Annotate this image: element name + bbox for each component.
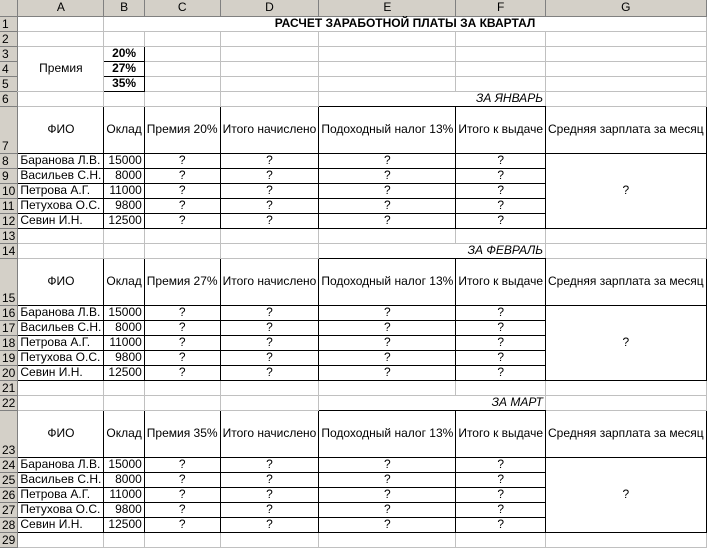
employee-name[interactable]: Петрова А.Г. — [18, 487, 104, 502]
tax-value[interactable]: ? — [319, 502, 456, 517]
sheet-title[interactable]: РАСЧЕТ ЗАРАБОТНОЙ ПЛАТЫ ЗА КВАРТАЛ — [104, 16, 706, 31]
row-header-5[interactable]: 5 — [0, 76, 18, 91]
empty-cell[interactable] — [144, 395, 220, 410]
tax-value[interactable]: ? — [319, 517, 456, 532]
payout-value[interactable]: ? — [456, 213, 546, 228]
avg-salary-value[interactable]: ? — [546, 457, 707, 532]
column-header-A[interactable]: A — [18, 0, 104, 16]
empty-cell[interactable] — [546, 243, 707, 258]
total-value[interactable]: ? — [220, 502, 319, 517]
header-salary[interactable]: Оклад — [104, 258, 144, 305]
employee-name[interactable]: Петухова О.С. — [18, 198, 104, 213]
bonus-value[interactable]: ? — [144, 305, 220, 320]
avg-salary-value[interactable]: ? — [546, 305, 707, 380]
empty-cell[interactable] — [546, 380, 707, 395]
total-value[interactable]: ? — [220, 320, 319, 335]
empty-cell[interactable] — [220, 76, 319, 91]
total-value[interactable]: ? — [220, 153, 319, 168]
bonus-rate-1[interactable]: 20% — [104, 46, 144, 61]
section-title[interactable]: ЗА МАРТ — [319, 395, 546, 410]
tax-value[interactable]: ? — [319, 487, 456, 502]
employee-name[interactable]: Севин И.Н. — [18, 365, 104, 380]
empty-cell[interactable] — [456, 61, 546, 76]
header-bonus[interactable]: Премия 27% — [144, 258, 220, 305]
total-value[interactable]: ? — [220, 335, 319, 350]
empty-cell[interactable] — [104, 91, 144, 106]
header-payout[interactable]: Итого к выдаче — [456, 106, 546, 153]
empty-cell[interactable] — [144, 31, 220, 46]
total-value[interactable]: ? — [220, 517, 319, 532]
avg-salary-value[interactable]: ? — [546, 153, 707, 228]
empty-cell[interactable] — [319, 228, 456, 243]
row-header-28[interactable]: 28 — [0, 517, 18, 532]
bonus-rate-2[interactable]: 27% — [104, 61, 144, 76]
row-header-14[interactable]: 14 — [0, 243, 18, 258]
header-total[interactable]: Итого начислено — [220, 410, 319, 457]
employee-name[interactable]: Васильев С.Н. — [18, 472, 104, 487]
header-salary[interactable]: Оклад — [104, 106, 144, 153]
tax-value[interactable]: ? — [319, 320, 456, 335]
select-all-corner[interactable] — [0, 0, 18, 16]
row-header-13[interactable]: 13 — [0, 228, 18, 243]
header-payout[interactable]: Итого к выдаче — [456, 258, 546, 305]
header-fio[interactable]: ФИО — [18, 106, 104, 153]
row-header-21[interactable]: 21 — [0, 380, 18, 395]
row-header-22[interactable]: 22 — [0, 395, 18, 410]
empty-cell[interactable] — [220, 243, 319, 258]
employee-salary[interactable]: 8000 — [104, 320, 144, 335]
empty-cell[interactable] — [144, 243, 220, 258]
header-avg-salary[interactable]: Средняя зарплата за месяц — [546, 106, 707, 153]
empty-cell[interactable] — [546, 31, 707, 46]
bonus-value[interactable]: ? — [144, 168, 220, 183]
empty-cell[interactable] — [144, 380, 220, 395]
tax-value[interactable]: ? — [319, 472, 456, 487]
employee-name[interactable]: Васильев С.Н. — [18, 168, 104, 183]
empty-cell[interactable] — [456, 228, 546, 243]
row-header-2[interactable]: 2 — [0, 31, 18, 46]
bonus-value[interactable]: ? — [144, 153, 220, 168]
row-header-4[interactable]: 4 — [0, 61, 18, 76]
total-value[interactable]: ? — [220, 168, 319, 183]
empty-cell[interactable] — [18, 228, 104, 243]
row-header-9[interactable]: 9 — [0, 168, 18, 183]
payout-value[interactable]: ? — [456, 457, 546, 472]
header-total[interactable]: Итого начислено — [220, 106, 319, 153]
empty-cell[interactable] — [144, 91, 220, 106]
row-header-6[interactable]: 6 — [0, 91, 18, 106]
header-bonus[interactable]: Премия 35% — [144, 410, 220, 457]
employee-name[interactable]: Баранова Л.В. — [18, 305, 104, 320]
row-header-23[interactable]: 23 — [0, 410, 18, 457]
empty-cell[interactable] — [456, 380, 546, 395]
empty-cell[interactable] — [546, 228, 707, 243]
header-bonus[interactable]: Премия 20% — [144, 106, 220, 153]
total-value[interactable]: ? — [220, 350, 319, 365]
payout-value[interactable]: ? — [456, 350, 546, 365]
bonus-value[interactable]: ? — [144, 457, 220, 472]
empty-cell[interactable] — [456, 31, 546, 46]
employee-salary[interactable]: 12500 — [104, 213, 144, 228]
row-header-18[interactable]: 18 — [0, 335, 18, 350]
employee-name[interactable]: Петрова А.Г. — [18, 335, 104, 350]
empty-cell[interactable] — [456, 46, 546, 61]
empty-cell[interactable] — [220, 61, 319, 76]
bonus-value[interactable]: ? — [144, 335, 220, 350]
empty-cell[interactable] — [104, 380, 144, 395]
empty-cell[interactable] — [546, 61, 707, 76]
header-tax[interactable]: Подоходный налог 13% — [319, 410, 456, 457]
bonus-value[interactable]: ? — [144, 472, 220, 487]
empty-cell[interactable] — [104, 243, 144, 258]
employee-salary[interactable]: 9800 — [104, 198, 144, 213]
empty-cell[interactable] — [456, 76, 546, 91]
total-value[interactable]: ? — [220, 198, 319, 213]
column-header-C[interactable]: C — [144, 0, 220, 16]
header-tax[interactable]: Подоходный налог 13% — [319, 258, 456, 305]
employee-name[interactable]: Севин И.Н. — [18, 213, 104, 228]
row-header-24[interactable]: 24 — [0, 457, 18, 472]
bonus-value[interactable]: ? — [144, 517, 220, 532]
empty-cell[interactable] — [144, 46, 220, 61]
header-salary[interactable]: Оклад — [104, 410, 144, 457]
row-header-11[interactable]: 11 — [0, 198, 18, 213]
empty-cell[interactable] — [104, 228, 144, 243]
total-value[interactable]: ? — [220, 305, 319, 320]
employee-salary[interactable]: 8000 — [104, 472, 144, 487]
empty-cell[interactable] — [220, 91, 319, 106]
empty-cell[interactable] — [18, 532, 104, 547]
column-header-D[interactable]: D — [220, 0, 319, 16]
empty-cell[interactable] — [144, 532, 220, 547]
employee-salary[interactable]: 12500 — [104, 365, 144, 380]
employee-salary[interactable]: 9800 — [104, 350, 144, 365]
employee-salary[interactable]: 12500 — [104, 517, 144, 532]
bonus-value[interactable]: ? — [144, 365, 220, 380]
row-header-12[interactable]: 12 — [0, 213, 18, 228]
empty-cell[interactable] — [18, 395, 104, 410]
column-header-E[interactable]: E — [319, 0, 456, 16]
empty-cell[interactable] — [220, 395, 319, 410]
bonus-value[interactable]: ? — [144, 502, 220, 517]
empty-cell[interactable] — [319, 532, 456, 547]
section-title[interactable]: ЗА ФЕВРАЛЬ — [319, 243, 546, 258]
bonus-value[interactable]: ? — [144, 198, 220, 213]
row-header-1[interactable]: 1 — [0, 16, 18, 31]
empty-cell[interactable] — [546, 395, 707, 410]
row-header-3[interactable]: 3 — [0, 46, 18, 61]
header-fio[interactable]: ФИО — [18, 410, 104, 457]
payout-value[interactable]: ? — [456, 335, 546, 350]
employee-salary[interactable]: 15000 — [104, 305, 144, 320]
employee-name[interactable]: Петухова О.С. — [18, 350, 104, 365]
row-header-16[interactable]: 16 — [0, 305, 18, 320]
employee-salary[interactable]: 8000 — [104, 168, 144, 183]
employee-salary[interactable]: 15000 — [104, 153, 144, 168]
row-header-19[interactable]: 19 — [0, 350, 18, 365]
bonus-value[interactable]: ? — [144, 320, 220, 335]
empty-cell[interactable] — [319, 76, 456, 91]
header-total[interactable]: Итого начислено — [220, 258, 319, 305]
empty-cell[interactable] — [18, 243, 104, 258]
payout-value[interactable]: ? — [456, 198, 546, 213]
empty-cell[interactable] — [104, 395, 144, 410]
tax-value[interactable]: ? — [319, 350, 456, 365]
employee-name[interactable]: Васильев С.Н. — [18, 320, 104, 335]
total-value[interactable]: ? — [220, 487, 319, 502]
empty-cell[interactable] — [319, 380, 456, 395]
section-title[interactable]: ЗА ЯНВАРЬ — [319, 91, 546, 106]
empty-cell[interactable] — [18, 91, 104, 106]
empty-cell[interactable] — [546, 46, 707, 61]
tax-value[interactable]: ? — [319, 457, 456, 472]
employee-name[interactable]: Баранова Л.В. — [18, 457, 104, 472]
empty-cell[interactable] — [220, 380, 319, 395]
bonus-label[interactable]: Премия — [18, 46, 104, 91]
bonus-value[interactable]: ? — [144, 213, 220, 228]
header-tax[interactable]: Подоходный налог 13% — [319, 106, 456, 153]
tax-value[interactable]: ? — [319, 213, 456, 228]
row-header-7[interactable]: 7 — [0, 106, 18, 153]
empty-cell[interactable] — [220, 31, 319, 46]
payout-value[interactable]: ? — [456, 472, 546, 487]
row-header-26[interactable]: 26 — [0, 487, 18, 502]
employee-name[interactable]: Петухова О.С. — [18, 502, 104, 517]
payout-value[interactable]: ? — [456, 153, 546, 168]
payout-value[interactable]: ? — [456, 168, 546, 183]
tax-value[interactable]: ? — [319, 183, 456, 198]
empty-cell[interactable] — [18, 31, 104, 46]
employee-salary[interactable]: 11000 — [104, 183, 144, 198]
employee-salary[interactable]: 9800 — [104, 502, 144, 517]
tax-value[interactable]: ? — [319, 198, 456, 213]
row-header-8[interactable]: 8 — [0, 153, 18, 168]
payout-value[interactable]: ? — [456, 183, 546, 198]
tax-value[interactable]: ? — [319, 153, 456, 168]
total-value[interactable]: ? — [220, 365, 319, 380]
payout-value[interactable]: ? — [456, 305, 546, 320]
empty-cell[interactable] — [144, 76, 220, 91]
tax-value[interactable]: ? — [319, 168, 456, 183]
row-header-15[interactable]: 15 — [0, 258, 18, 305]
total-value[interactable]: ? — [220, 472, 319, 487]
empty-cell[interactable] — [546, 76, 707, 91]
row-header-27[interactable]: 27 — [0, 502, 18, 517]
empty-cell[interactable] — [104, 532, 144, 547]
row-header-25[interactable]: 25 — [0, 472, 18, 487]
employee-salary[interactable]: 11000 — [104, 335, 144, 350]
empty-cell[interactable] — [144, 228, 220, 243]
empty-cell[interactable] — [220, 532, 319, 547]
empty-cell[interactable] — [220, 228, 319, 243]
employee-salary[interactable]: 11000 — [104, 487, 144, 502]
bonus-rate-3[interactable]: 35% — [104, 76, 144, 91]
empty-cell[interactable] — [319, 31, 456, 46]
column-header-F[interactable]: F — [456, 0, 546, 16]
empty-cell[interactable] — [104, 31, 144, 46]
employee-name[interactable]: Баранова Л.В. — [18, 153, 104, 168]
tax-value[interactable]: ? — [319, 305, 456, 320]
empty-cell[interactable] — [546, 91, 707, 106]
column-header-B[interactable]: B — [104, 0, 144, 16]
empty-cell[interactable] — [546, 532, 707, 547]
empty-cell[interactable] — [319, 46, 456, 61]
column-header-G[interactable]: G — [546, 0, 707, 16]
total-value[interactable]: ? — [220, 213, 319, 228]
header-payout[interactable]: Итого к выдаче — [456, 410, 546, 457]
empty-cell[interactable] — [144, 61, 220, 76]
bonus-value[interactable]: ? — [144, 350, 220, 365]
payout-value[interactable]: ? — [456, 365, 546, 380]
empty-cell[interactable] — [220, 46, 319, 61]
employee-name[interactable]: Петрова А.Г. — [18, 183, 104, 198]
row-header-29[interactable]: 29 — [0, 532, 18, 547]
employee-name[interactable]: Севин И.Н. — [18, 517, 104, 532]
header-avg-salary[interactable]: Средняя зарплата за месяц — [546, 410, 707, 457]
empty-cell[interactable] — [18, 380, 104, 395]
cell-A1[interactable] — [18, 16, 104, 31]
empty-cell[interactable] — [319, 61, 456, 76]
payout-value[interactable]: ? — [456, 320, 546, 335]
tax-value[interactable]: ? — [319, 365, 456, 380]
bonus-value[interactable]: ? — [144, 487, 220, 502]
row-header-20[interactable]: 20 — [0, 365, 18, 380]
total-value[interactable]: ? — [220, 183, 319, 198]
header-fio[interactable]: ФИО — [18, 258, 104, 305]
empty-cell[interactable] — [456, 532, 546, 547]
row-header-10[interactable]: 10 — [0, 183, 18, 198]
total-value[interactable]: ? — [220, 457, 319, 472]
payout-value[interactable]: ? — [456, 487, 546, 502]
tax-value[interactable]: ? — [319, 335, 456, 350]
row-header-17[interactable]: 17 — [0, 320, 18, 335]
bonus-value[interactable]: ? — [144, 183, 220, 198]
payout-value[interactable]: ? — [456, 517, 546, 532]
employee-salary[interactable]: 15000 — [104, 457, 144, 472]
payout-value[interactable]: ? — [456, 502, 546, 517]
header-avg-salary[interactable]: Средняя зарплата за месяц — [546, 258, 707, 305]
